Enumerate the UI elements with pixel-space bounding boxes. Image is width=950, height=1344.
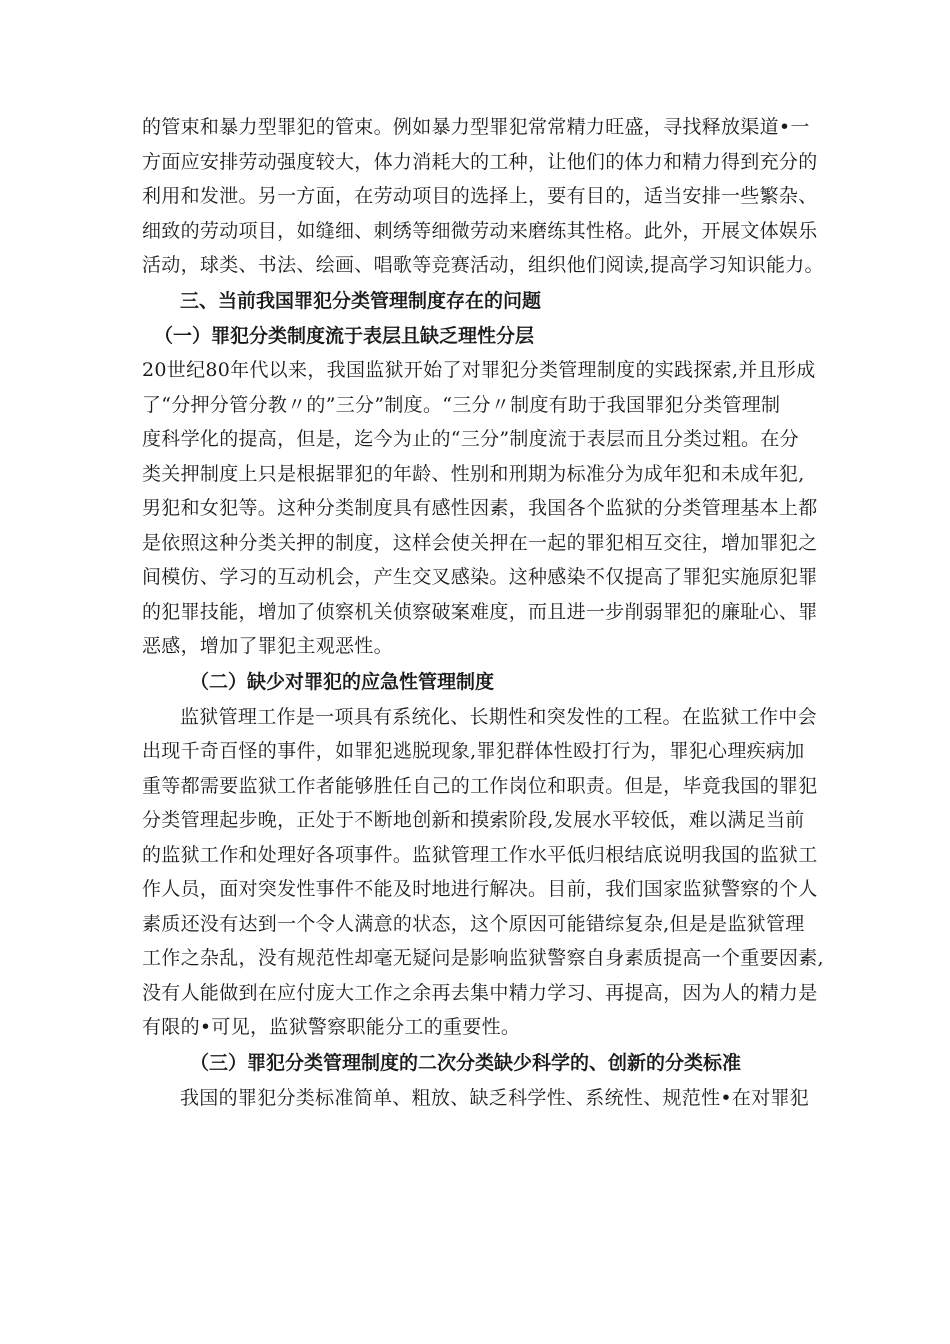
text-line: 作人员，面对突发性事件不能及时地进行解决。目前，我们国家监狱警察的个人 bbox=[142, 878, 818, 900]
paragraph-classification-standards bbox=[142, 1081, 814, 1116]
text-line: 间模仿、学习的互动机会，产生交叉感染。这种感染不仅提高了罪犯实施原犯罪 bbox=[142, 566, 818, 588]
subsection-heading: （一）罪犯分类制度流于表层且缺乏理性分层 bbox=[154, 324, 535, 347]
document-page bbox=[142, 110, 824, 1115]
section-heading: 三、当前我国罪犯分类管理制度存在的问题 bbox=[180, 289, 542, 312]
subsection-heading: （二）缺少对罪犯的应急性管理制度 bbox=[190, 670, 495, 693]
text-line: 度科学化的提高，但是，迄今为止的“三分”制度流于表层而且分类过粗。在分 bbox=[142, 428, 799, 450]
subsection-heading: （三）罪犯分类管理制度的二次分类缺少科学的、创新的分类标准 bbox=[190, 1051, 742, 1074]
text-line: 了“分押分管分教〃的”三分”制度。“三分〃制度有助于我国罪犯分类管理制 bbox=[142, 393, 781, 416]
paragraph-emergency-management bbox=[142, 700, 824, 1045]
text-line: 细致的劳动项目，如缝细、刺绣等细微劳动来磨练其性格。此外，开展文体娱乐 bbox=[142, 219, 818, 242]
text-line: 的管束和暴力型罪犯的管束。例如暴力型罪犯常常精力旺盛，寻找释放渠道•一 bbox=[142, 116, 810, 138]
text-line: 恶感，增加了罪犯主观恶性。 bbox=[142, 635, 393, 657]
paragraph-labor-arrangement bbox=[142, 110, 824, 283]
text-line: 的犯罪技能，增加了侦察机关侦察破案难度，而且进一步削弱罪犯的廉耻心、罪 bbox=[142, 600, 818, 623]
text-line: 分类管理起步晚，正处于不断地创新和摸索阶段,发展水平较低，难以满足当前 bbox=[142, 809, 805, 831]
text-line: 重等都需要监狱工作者能够胜任自己的工作岗位和职责。但是，毕竟我国的罪犯 bbox=[142, 774, 818, 797]
text-line: 活动，球类、书法、绘画、唱歌等竞赛活动，组织他们阅读,提高学习知识能力。 bbox=[142, 254, 824, 276]
text-line: 男犯和女犯等。这种分类制度具有感性因素，我国各个监狱的分类管理基本上都 bbox=[142, 497, 818, 519]
text-line: 监狱管理工作是一项具有系统化、长期性和突发性的工程。在监狱工作中会 bbox=[180, 705, 817, 728]
text-line: 的监狱工作和处理好各项事件。监狱管理工作水平低归根结底说明我国的监狱工 bbox=[142, 843, 818, 866]
text-line: 没有人能做到在应付庞大工作之余再去集中精力学习、再提高，因为人的精力是 bbox=[142, 981, 818, 1004]
text-line: 利用和发泄。另一方面，在劳动项目的选择上，要有目的，适当安排一些繁杂、 bbox=[142, 185, 818, 207]
text-line: 20世纪80年代以来，我国监狱开始了对罪犯分类管理制度的实践探索,并且形成 bbox=[142, 359, 816, 381]
paragraph-classification-superficial bbox=[142, 353, 818, 664]
text-line: 类关押制度上只是根据罪犯的年龄、性别和刑期为标准分为成年犯和未成年犯, bbox=[142, 462, 805, 485]
text-line: 方面应安排劳动强度较大，体力消耗大的工种，让他们的体力和精力得到充分的 bbox=[142, 150, 818, 173]
text-line: 我国的罪犯分类标准简单、粗放、缺乏科学性、系统性、规范性•在对罪犯 bbox=[180, 1086, 810, 1109]
text-line: 工作之杂乱，没有规范性却毫无疑问是影响监狱警察自身素质提高一个重要因素, bbox=[142, 947, 824, 969]
text-line: 是依照这种分类关押的制度，这样会使关押在一起的罪犯相互交往，增加罪犯之 bbox=[142, 531, 818, 554]
text-line: 出现千奇百怪的事件，如罪犯逃脱现象,罪犯群体性殴打行为，罪犯心理疾病加 bbox=[142, 740, 805, 762]
text-line: 素质还没有达到一个令人满意的状态，这个原因可能错综复杂,但是是监狱管理 bbox=[142, 912, 805, 935]
text-line: 有限的•可见，监狱警察职能分工的重要性。 bbox=[142, 1016, 521, 1038]
